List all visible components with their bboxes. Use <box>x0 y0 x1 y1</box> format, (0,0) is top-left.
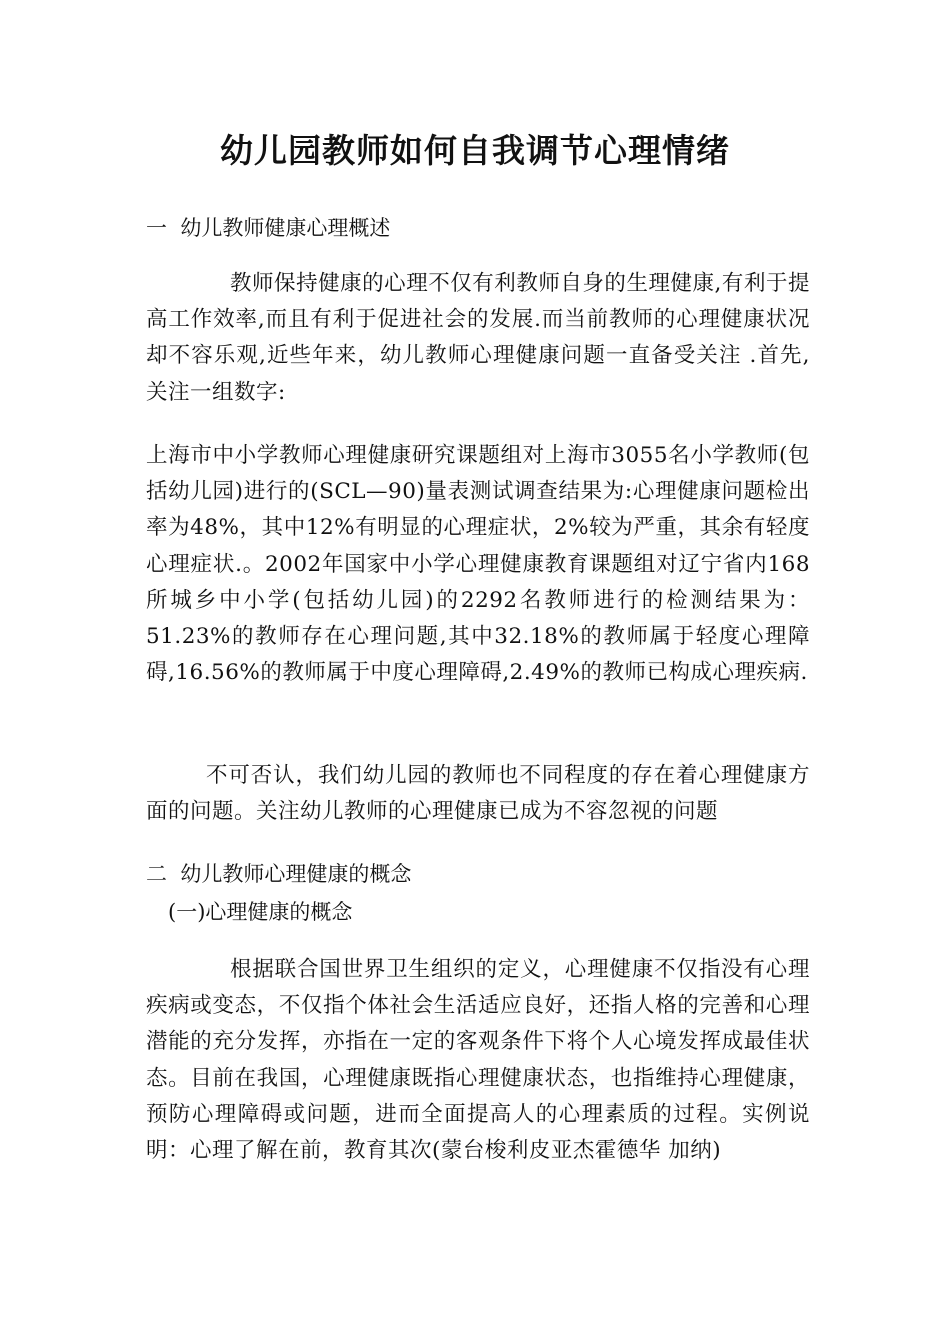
paragraph-1: 教师保持健康的心理不仅有利教师自身的生理健康,有利于提高工作效率,而且有利于促进社会的发展.而当前教师的心理健康状况却不容乐观,近些年来，幼儿教师心理健康问题一直备受关注 .首先,关注一组数字: <box>146 271 810 405</box>
document-title: 幼儿园教师如何自我调节心理情绪 <box>220 131 730 170</box>
paragraph-2: 上海市中小学教师心理健康研究课题组对上海市3055名小学教师(包括幼儿园)进行的(SCL—90)量表测试调查结果为:心理健康问题检出率为48%，其中12%有明显的心理症状，2%较为严重，其余有轻度心理症状.。2002年国家中小学心理健康教育课题组对辽宁省内168所城乡中小学(包括幼儿园)的2292名教师进行的检测结果为：51.23%的教师存在心理问题,其中32.18%的教师属于轻度心理障碍,16.56%的教师属于中度心理障碍,2.49%的教师已构成心理疾病. <box>146 443 810 686</box>
section-heading-1: 一 幼儿教师健康心理概述 <box>146 216 391 240</box>
paragraph-3: 不可否认，我们幼儿园的教师也不同程度的存在着心理健康方面的问题。关注幼儿教师的心理健康已成为不容忽视的问题 <box>146 763 810 825</box>
section-heading-2: 二 幼儿教师心理健康的概念 <box>146 862 412 886</box>
subsection-heading: (一)心理健康的概念 <box>168 900 353 924</box>
paragraph-4: 根据联合国世界卫生组织的定义，心理健康不仅指没有心理疾病或变态，不仅指个体社会生活适应良好，还指人格的完善和心理潜能的充分发挥，亦指在一定的客观条件下将个人心境发挥成最佳状态。目前在我国，心理健康既指心理健康状态，也指维持心理健康，预防心理障碍或问题，进而全面提高人的心理素质的过程。实例说明：心理了解在前，教育其次(蒙台梭利皮亚杰霍德华 加纳) <box>146 957 810 1164</box>
